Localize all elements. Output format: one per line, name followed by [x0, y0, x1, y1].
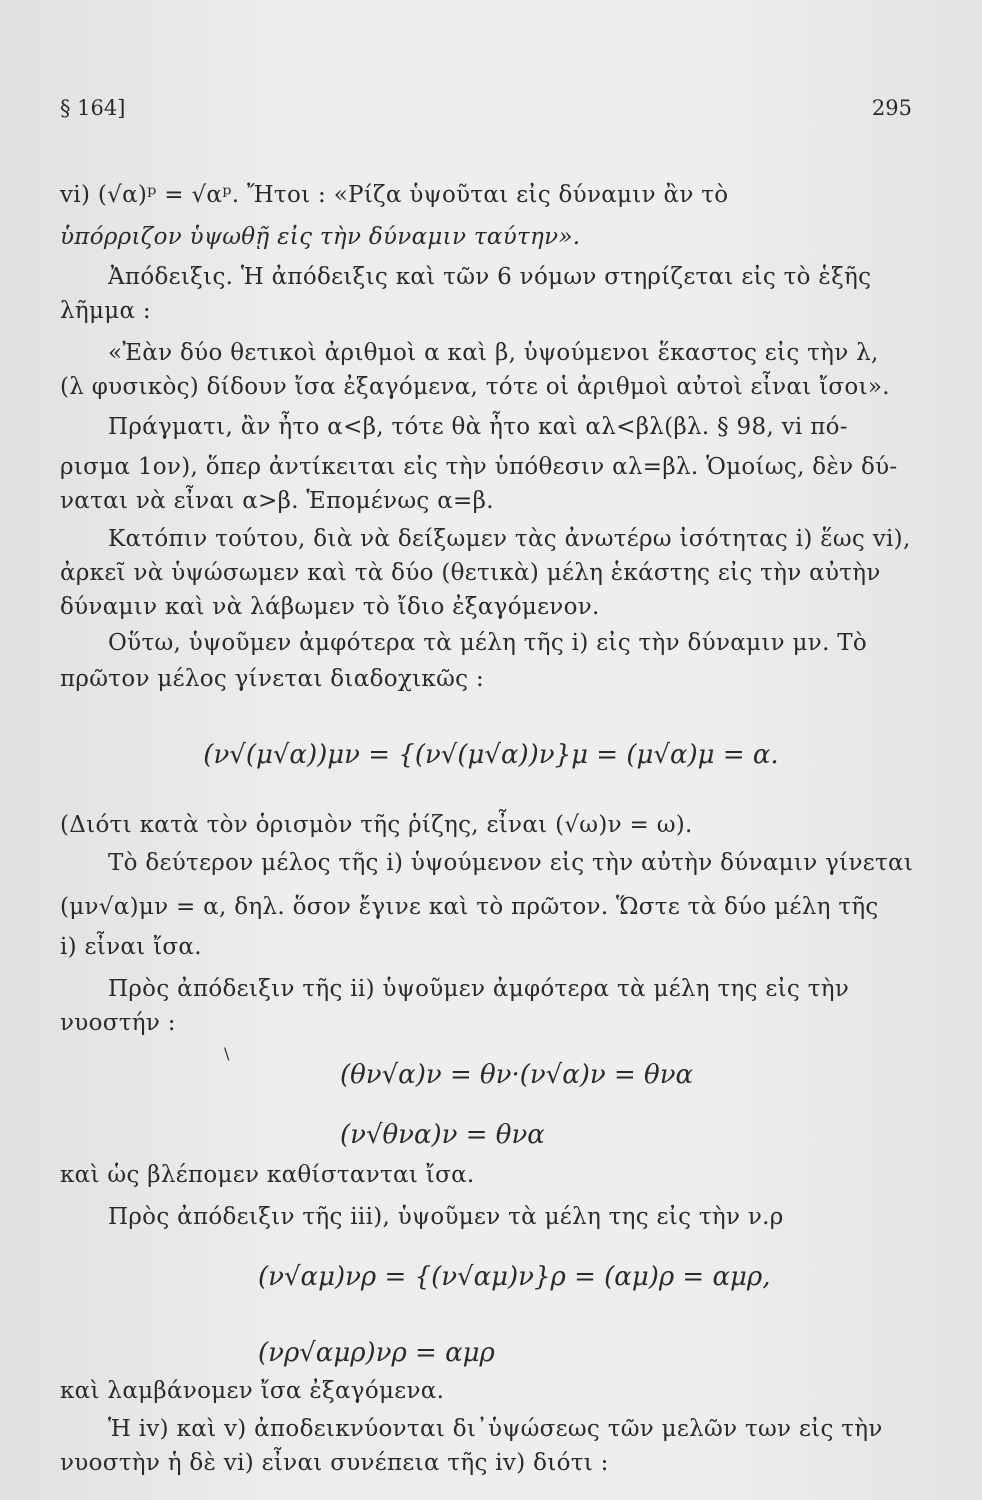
section-reference: § 164]	[60, 96, 126, 120]
equation: (ν√θνα)ν = θνα	[340, 1120, 545, 1150]
text-line: ρισμα 1ον), ὅπερ ἀντίκειται εἰς τὴν ὑπόθεσιν αλ=βλ. Ὁμοίως, δὲν δύ-	[60, 454, 898, 480]
text-line: νυοστὴν ἡ δὲ vi) εἶναι συνέπεια τῆς iv) διότι :	[60, 1450, 609, 1476]
text-line: (λ φυσικὸς) δίδουν ἴσα ἐξαγόμενα, τότε οἱ ἀριθμοὶ αὐτοὶ εἶναι ἴσοι».	[60, 374, 890, 400]
equation: (ν√αμ)νρ = {(ν√αμ)ν}ρ = (αμ)ρ = αμρ,	[258, 1262, 771, 1292]
pen-mark: \	[224, 1044, 230, 1063]
text-line: ὑπόρριζον ὑψωθῇ εἰς τὴν δύναμιν ταύτην».	[60, 224, 581, 250]
text-line: Πράγματι, ἂν ἦτο α<β, τότε θὰ ἦτο καὶ αλ<βλ(βλ. § 98, vi πό-	[108, 414, 848, 440]
equation: (ν√(μ√α))μν = {(ν√(μ√α))ν}μ = (μ√α)μ = α.	[203, 740, 779, 770]
text-line: ναται νὰ εἶναι α>β. Ἑπομένως α=β.	[60, 488, 494, 514]
text-line: ἀρκεῖ νὰ ὑψώσωμεν καὶ τὰ δύο (θετικὰ) μέλη ἑκάστης εἰς τὴν αὐτὴν	[60, 560, 881, 586]
text-line: Ἀπόδειξις. Ἡ ἀπόδειξις καὶ τῶν 6 νόμων στηρίζεται εἰς τὸ ἑξῆς	[108, 264, 872, 290]
text-line: Πρὸς ἀπόδειξιν τῆς ii) ὑψοῦμεν ἀμφότερα τὰ μέλη της εἰς τὴν	[108, 976, 850, 1002]
equation: (νρ√αμρ)νρ = αμρ	[258, 1338, 495, 1368]
text-line: Οὕτω, ὑψοῦμεν ἀμφότερα τὰ μέλη τῆς i) εἰς τὴν δύναμιν μν. Τὸ	[108, 630, 868, 656]
text-line: (Διότι κατὰ τὸν ὁρισμὸν τῆς ῥίζης, εἶναι (√ω)ν = ω).	[60, 812, 693, 838]
text-line: καὶ ὡς βλέπομεν καθίστανται ἴσα.	[60, 1162, 475, 1188]
text-line: πρῶτον μέλος γίνεται διαδοχικῶς :	[60, 666, 485, 692]
text-line: vi) (√α)ᵖ = √αᵖ. Ἤτοι : «Ρίζα ὑψοῦται εἰς δύναμιν ἂν τὸ	[60, 182, 729, 208]
text-line: (μν√α)μν = α, δηλ. ὅσον ἔγινε καὶ τὸ πρῶτον. Ὥστε τὰ δύο μέλη τῆς	[60, 894, 879, 920]
text-line: Κατόπιν τούτου, διὰ νὰ δείξωμεν τὰς ἀνωτέρω ἰσότητας i) ἕως vi),	[108, 526, 911, 552]
text-line: νυοστήν :	[60, 1010, 176, 1036]
text-line: καὶ λαμβάνομεν ἴσα ἐξαγόμενα.	[60, 1378, 445, 1404]
text-line: λῆμμα :	[60, 298, 151, 324]
equation: (θν√α)ν = θν·(ν√α)ν = θνα	[340, 1060, 694, 1090]
text-line: δύναμιν καὶ νὰ λάβωμεν τὸ ἴδιο ἐξαγόμενον.	[60, 594, 600, 620]
text-line: Τὸ δεύτερον μέλος τῆς i) ὑψούμενον εἰς τὴν αὐτὴν δύναμιν γίνεται	[108, 850, 914, 876]
text-line: Πρὸς ἀπόδειξιν τῆς iii), ὑψοῦμεν τὰ μέλη της εἰς τὴν ν.ρ	[108, 1204, 784, 1230]
text-line: i) εἶναι ἴσα.	[60, 934, 202, 960]
text-line: «Ἐὰν δύο θετικοὶ ἀριθμοὶ α καὶ β, ὑψούμενοι ἕκαστος εἰς τὴν λ,	[108, 340, 879, 366]
page-number: 295	[871, 96, 912, 120]
text-line: Ἡ iv) καὶ v) ἀποδεικνύονται δι᾽ὑψώσεως τῶν μελῶν των εἰς τὴν	[108, 1416, 883, 1442]
